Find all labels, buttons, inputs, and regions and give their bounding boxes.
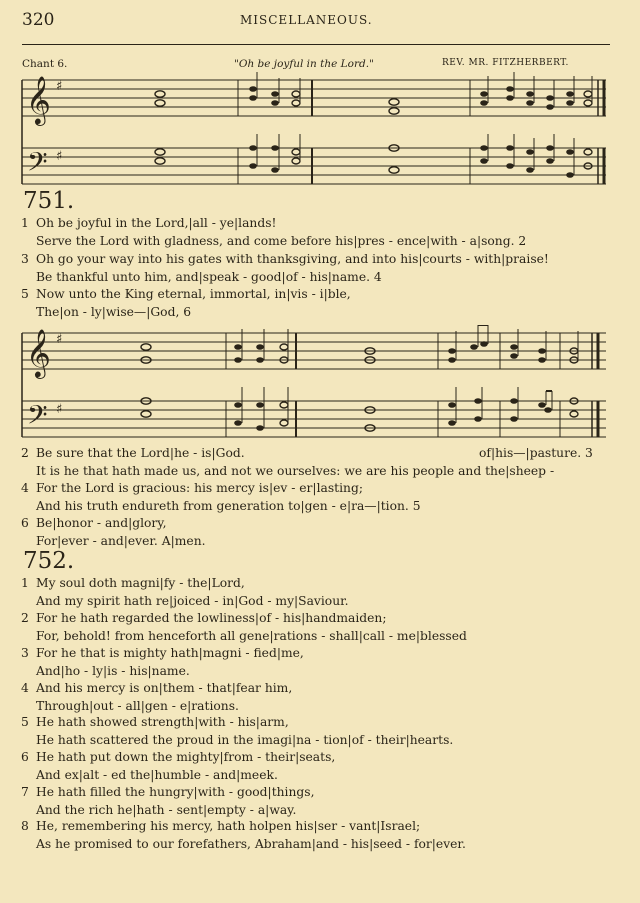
verse-line: And ex|alt - ed the|humble - and|meek. bbox=[36, 767, 278, 782]
verse-line: And my spirit hath re|joiced - in|God - my|Saviour. bbox=[36, 593, 349, 608]
verse-number: 2 bbox=[21, 446, 29, 460]
verse-line: He hath put down the mighty|from - their|seats, bbox=[36, 750, 336, 764]
chant-title: "Oh be joyful in the Lord." bbox=[234, 58, 374, 70]
verse-line: My soul doth magni|fy - the|Lord, bbox=[36, 576, 245, 590]
svg-text:𝄢: 𝄢 bbox=[27, 399, 48, 437]
verse-line: For, behold! from henceforth all gene|rations - shall|call - me|blessed bbox=[36, 628, 467, 643]
verse-line: Be thankful unto him, and|speak - good|of - his|name. 4 bbox=[36, 269, 382, 284]
verse-line-aside: of|his—|pasture. 3 bbox=[479, 446, 593, 460]
psalm-751-number: 751. bbox=[23, 188, 75, 214]
verse-line: Be sure that the Lord|he - is|God. bbox=[36, 446, 245, 460]
verse-line: For he that is mighty hath|magni - fied|me, bbox=[36, 646, 304, 660]
psalm-752-number: 752. bbox=[23, 548, 75, 574]
verse-line: Be|honor - and|glory, bbox=[36, 516, 167, 530]
svg-text:𝄢: 𝄢 bbox=[27, 146, 48, 184]
verse-752-5 bbox=[21, 714, 620, 749]
header-rule bbox=[22, 44, 610, 45]
verse-line: The|on - ly|wise—|God, 6 bbox=[36, 304, 192, 319]
verse-752-2 bbox=[21, 610, 620, 645]
verse-line: And his mercy is on|them - that|fear him, bbox=[36, 681, 293, 695]
verse-number: 6 bbox=[21, 750, 29, 764]
verse-line: He hath showed strength|with - his|arm, bbox=[36, 715, 289, 729]
verse-751-5 bbox=[21, 286, 620, 321]
verse-number: 5 bbox=[21, 715, 29, 729]
verse-751-1 bbox=[21, 215, 620, 250]
page-header bbox=[22, 10, 610, 32]
verse-number: 1 bbox=[21, 216, 29, 230]
verse-line: He, remembering his mercy, hath holpen his|ser - vant|Israel; bbox=[36, 819, 421, 833]
verse-number: 2 bbox=[21, 611, 29, 625]
chant-composer: REV. MR. FITZHERBERT. bbox=[442, 58, 569, 68]
verse-752-3 bbox=[21, 645, 620, 680]
verse-752-1 bbox=[21, 575, 620, 610]
verse-line: Oh go your way into his gates with thanksgiving, and into his|courts - with|praise! bbox=[36, 252, 549, 266]
verse-line: And the rich he|hath - sent|empty - a|way. bbox=[36, 802, 297, 817]
verse-line: Oh be joyful in the Lord,|all - ye|lands! bbox=[36, 216, 277, 230]
verse-line: And|ho - ly|is - his|name. bbox=[36, 663, 190, 678]
chant-label: Chant 6. bbox=[22, 58, 68, 70]
verse-number: 8 bbox=[21, 819, 29, 833]
verse-line: He hath scattered the proud in the imagi|na - tion|of - their|hearts. bbox=[36, 732, 454, 747]
verse-line: For|ever - and|ever. A|men. bbox=[36, 533, 206, 548]
verse-line: Now unto the King eternal, immortal, in|vis - i|ble, bbox=[36, 287, 351, 301]
verse-line: And his truth endureth from generation to|gen - e|ra—|tion. 5 bbox=[36, 498, 421, 513]
verse-number: 5 bbox=[21, 287, 29, 301]
music-system-2 bbox=[0, 325, 640, 445]
verse-line: For he hath regarded the lowliness|of - his|handmaiden; bbox=[36, 611, 387, 625]
verse-number: 1 bbox=[21, 576, 29, 590]
verse-752-8 bbox=[21, 818, 620, 853]
svg-text:♯: ♯ bbox=[56, 79, 63, 94]
verse-line: It is he that hath made us, and not we ourselves: we are his people and the|sheep - bbox=[36, 463, 555, 478]
verse-751-3 bbox=[21, 251, 620, 286]
svg-text:♯: ♯ bbox=[56, 402, 63, 417]
svg-text:𝄞: 𝄞 bbox=[26, 75, 51, 124]
svg-text:♯: ♯ bbox=[56, 149, 63, 164]
verse-number: 3 bbox=[21, 252, 29, 266]
verse-752-6 bbox=[21, 749, 620, 784]
verse-number: 4 bbox=[21, 481, 29, 495]
verse-number: 6 bbox=[21, 516, 29, 530]
verse-line: Serve the Lord with gladness, and come before his|pres - ence|with - a|song. 2 bbox=[36, 233, 527, 248]
verse-line: As he promised to our forefathers, Abraham|and - his|seed - for|ever. bbox=[36, 836, 466, 851]
verse-752-4 bbox=[21, 680, 620, 715]
svg-text:𝄞: 𝄞 bbox=[26, 328, 51, 377]
verse-751-2 bbox=[21, 445, 620, 480]
music-system-1 bbox=[0, 72, 640, 192]
page-number: 320 bbox=[22, 10, 55, 30]
svg-text:♯: ♯ bbox=[56, 332, 63, 347]
verse-752-7 bbox=[21, 784, 620, 819]
verse-751-4 bbox=[21, 480, 620, 515]
verse-line: For the Lord is gracious: his mercy is|ev - er|lasting; bbox=[36, 481, 363, 495]
verse-751-6 bbox=[21, 515, 620, 550]
running-head: MISCELLANEOUS. bbox=[240, 13, 373, 27]
verse-number: 7 bbox=[21, 785, 29, 799]
verse-number: 4 bbox=[21, 681, 29, 695]
verse-line: He hath filled the hungry|with - good|things, bbox=[36, 785, 315, 799]
verse-number: 3 bbox=[21, 646, 29, 660]
verse-line: Through|out - all|gen - e|rations. bbox=[36, 698, 239, 713]
